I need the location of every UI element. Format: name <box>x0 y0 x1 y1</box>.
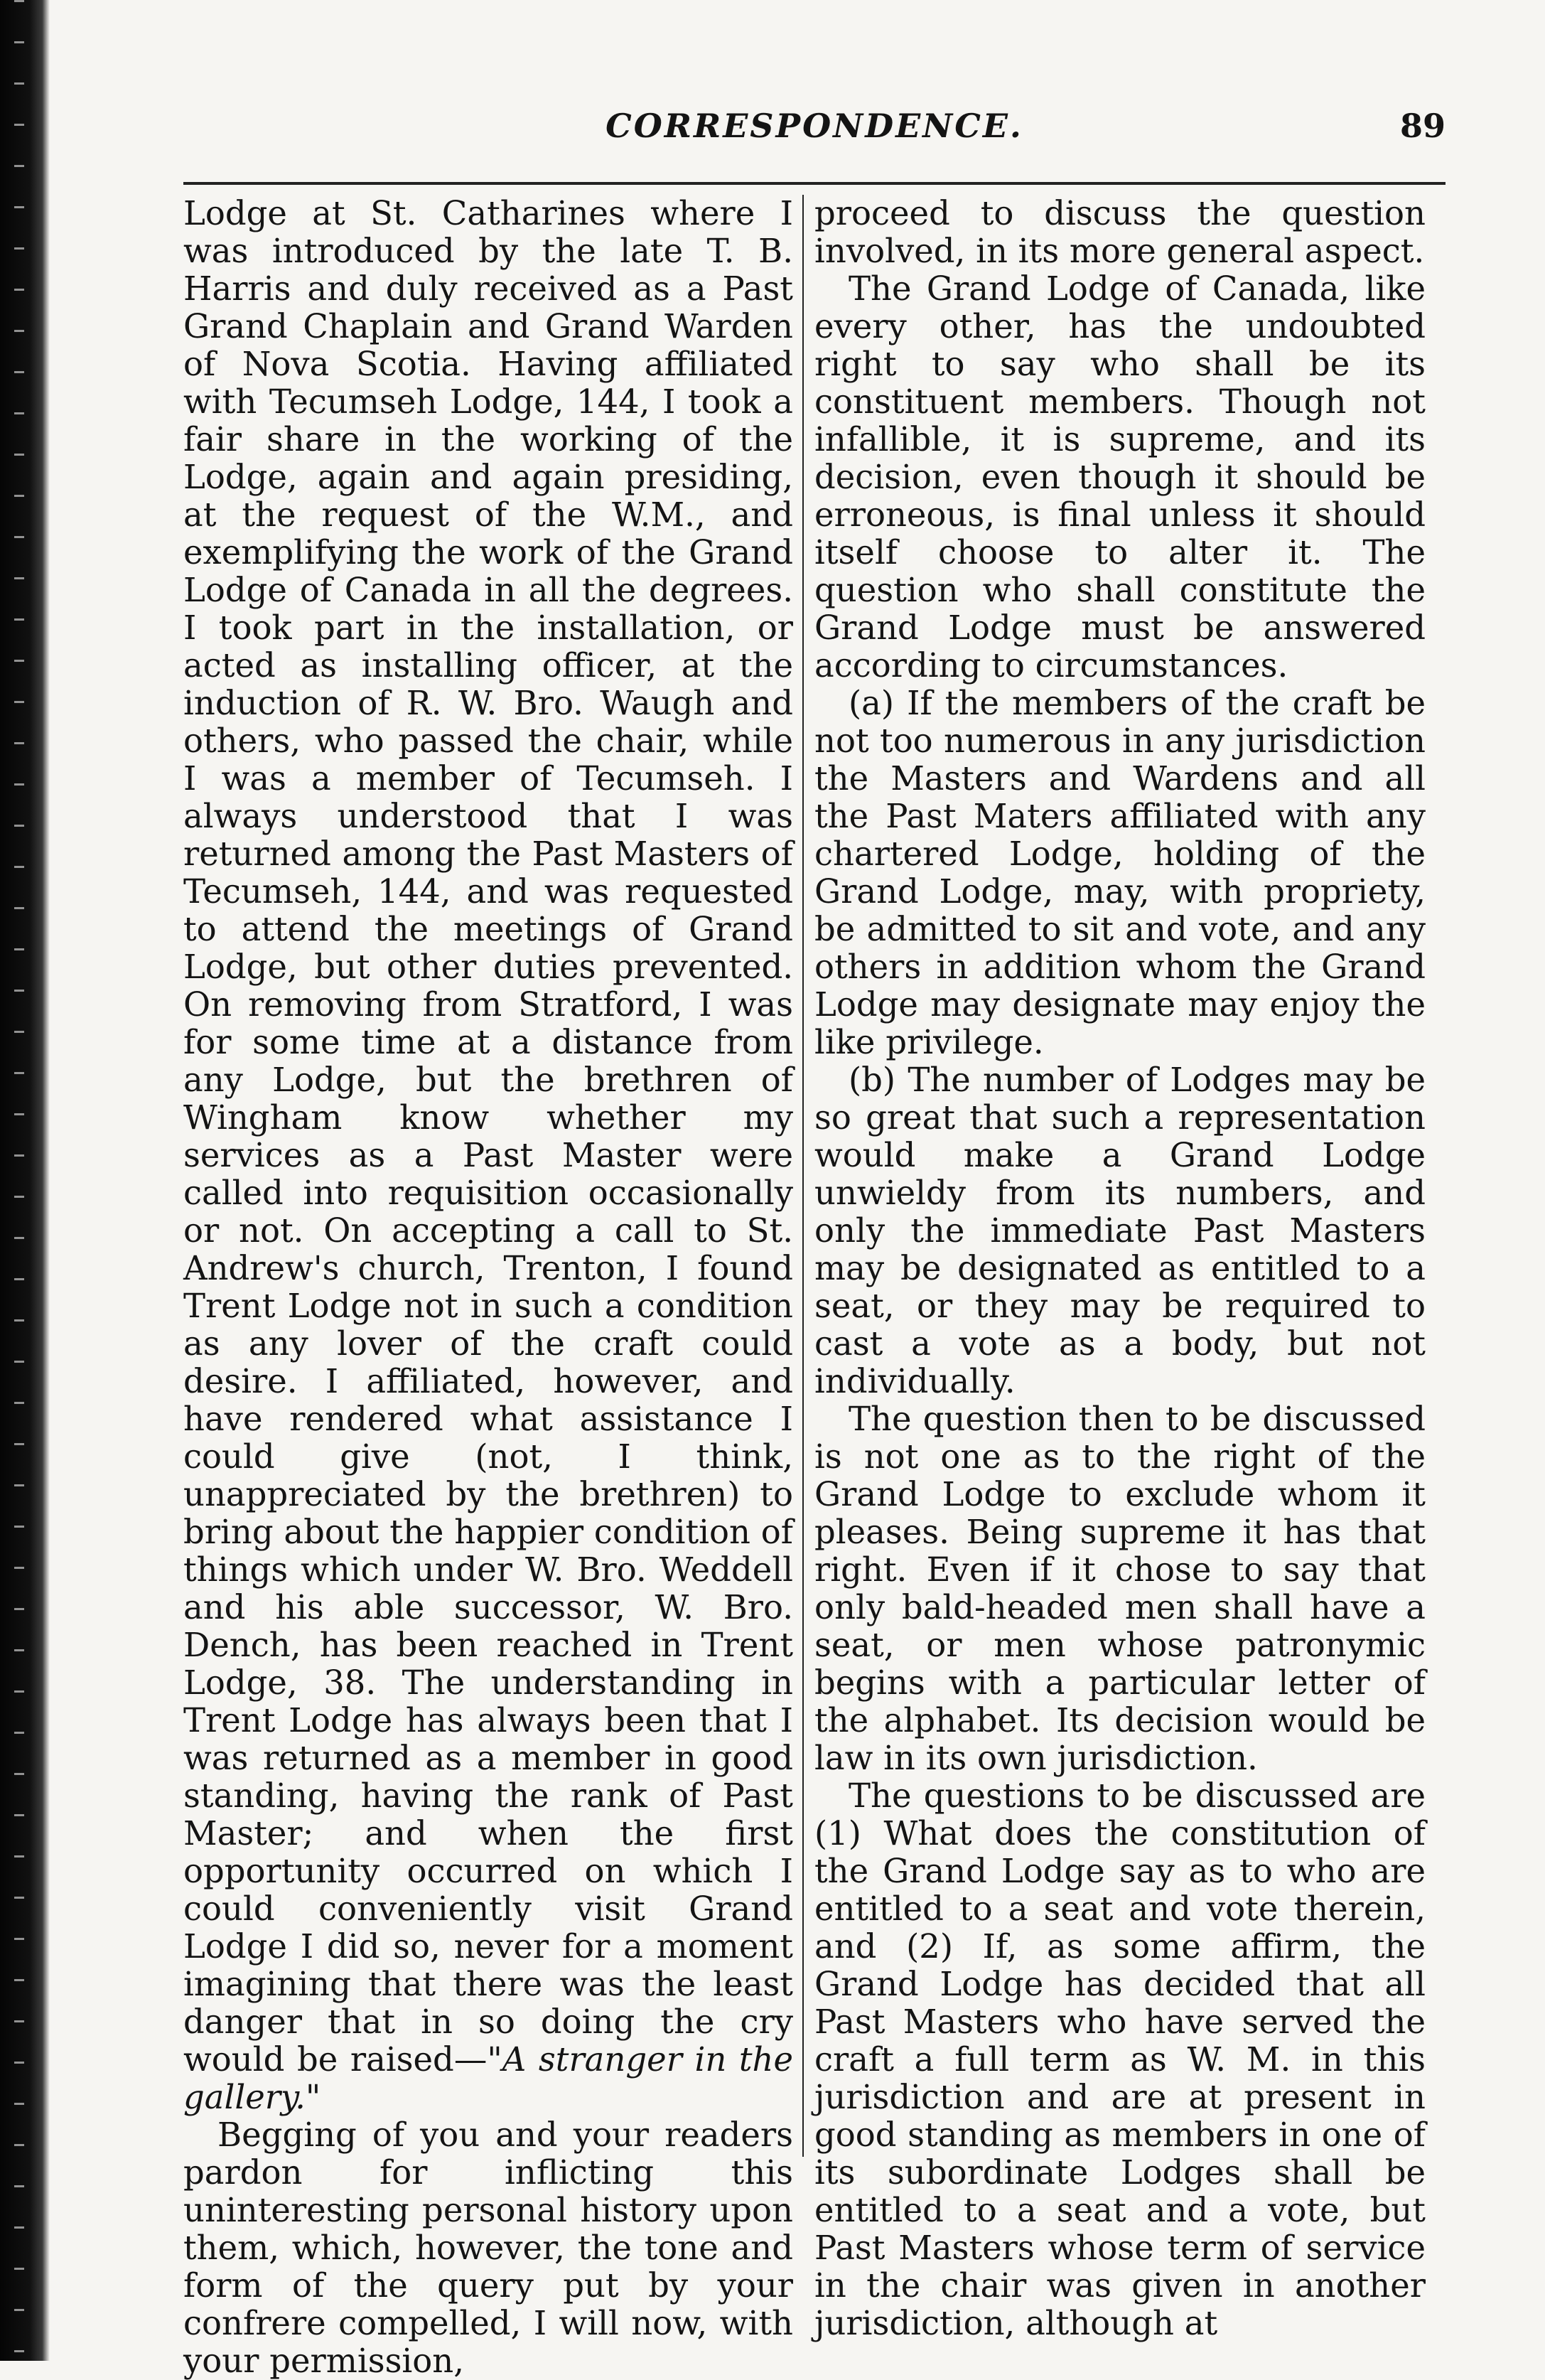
left-column <box>183 194 794 2380</box>
left-paragraph-2: Begging of you and your readers pardon for inflicting this uninteresting personal history upon them, which, however, the tone and form of the query put by your confrere compelled, I will now, with your permission, <box>183 2116 793 2380</box>
right-paragraph-6: The questions to be discussed are (1) What does the constitution of the Grand Lodge say as to who are entitled to a seat and vote therein, and (2) If, as some affirm, the Grand Lodge has decided that all Past Masters who have served the craft a full term as W. M. in this jurisdiction and are at present in good standing as members in one of its subordinate Lodges shall be entitled to a seat and a vote, but Past Masters whose term of service in the chair was given in another jurisdiction, although at <box>814 1776 1426 2342</box>
column-divider <box>802 195 804 2157</box>
left-paragraph-1 <box>183 195 793 2116</box>
page-binding-edge <box>0 0 50 2361</box>
running-head: CORRESPONDENCE. <box>605 107 1023 145</box>
quoted-cry: A stranger in the gallery. <box>183 2040 794 2116</box>
right-paragraph-2: The Grand Lodge of Canada, like every other, has the undoubted right to say who shall be its constituent members. Though not infallible, it is supreme, and its decision, even though it should be erroneous, is final unless it should itself choose to alter it. The question who shall constitute the Grand Lodge must be answered according to circumstances. <box>814 269 1426 685</box>
right-paragraph-5: The question then to be discussed is not one as to the right of the Grand Lodge to exclude whom it pleases. Being supreme it has that right. Even if it chose to say that only bald-headed men shall have a seat, or men whose patronymic begins with a particular letter of the alphabet. Its decision would be law in its own jurisdiction. <box>814 1400 1426 1777</box>
page-number: 89 <box>1399 107 1446 145</box>
right-paragraph-3: (a) If the members of the craft be not too numerous in any jurisdiction the Masters and Wardens and all the Past Maters affiliated with any chartered Lodge, holding of the Grand Lodge, may, with propriety, be admitted to sit and vote, and any others in addition whom the Grand Lodge may designate may enjoy the like privilege. <box>814 684 1426 1061</box>
right-column <box>814 194 1426 2342</box>
header-rule <box>183 182 1446 185</box>
right-paragraph-4: (b) The number of Lodges may be so great that such a representation would make a Grand Lodge unwieldy from its numbers, and only the immediate Past Masters may be designated as entitled to a seat, or they may be required to cast a vote as a body, but not individually. <box>814 1061 1426 1400</box>
left-paragraph-1-text: Lodge at St. Catharines where I was introduced by the late T. B. Harris and duly received as a Past Grand Chaplain and Grand Warden of Nova Scotia. Having affiliated with Tecumseh Lodge, 144, I took a fair share in the working of the Lodge, again and again presiding, at the request of the W.M., and exemplifying the work of the Grand Lodge of Canada in all the degrees. I took part in the installation, or acted as installing officer, at the induction of R. W. Bro. Waugh and others, who passed the chair, while I was a member of Tecumseh. I always understood that I was returned among the Past Masters of Tecumseh, 144, and was requested to attend the meetings of Grand Lodge, but other duties prevented. On removing from Stratford, I was for some time at a distance from any Lodge, but the brethren of Wingham know whether my services as a Past Master were called into requisition occasionally or not. On accepting a call to St. Andrew's church, Trenton, I found Trent Lodge not in such a condition as any lover of the craft could desire. I affiliated, however, and have rendered what assistance I could give (not, I think, unappreciated by the brethren) to bring about the happier condition of things which under W. Bro. Weddell and his able successor, W. Bro. Dench, has been reached in Trent Lodge, 38. The understanding in Trent Lodge has always been that I was returned as a member in good standing, having the rank of Past Master; and when the first opportunity occurred on which I could conveniently visit Grand Lodge I did so, never for a moment imagining that there was the least danger that in so doing the cry would be raised—" <box>183 194 793 2079</box>
page-header <box>183 107 1446 164</box>
closing-quote: " <box>305 2078 321 2116</box>
right-paragraph-1: proceed to discuss the question involved, in its more general aspect. <box>814 194 1426 270</box>
